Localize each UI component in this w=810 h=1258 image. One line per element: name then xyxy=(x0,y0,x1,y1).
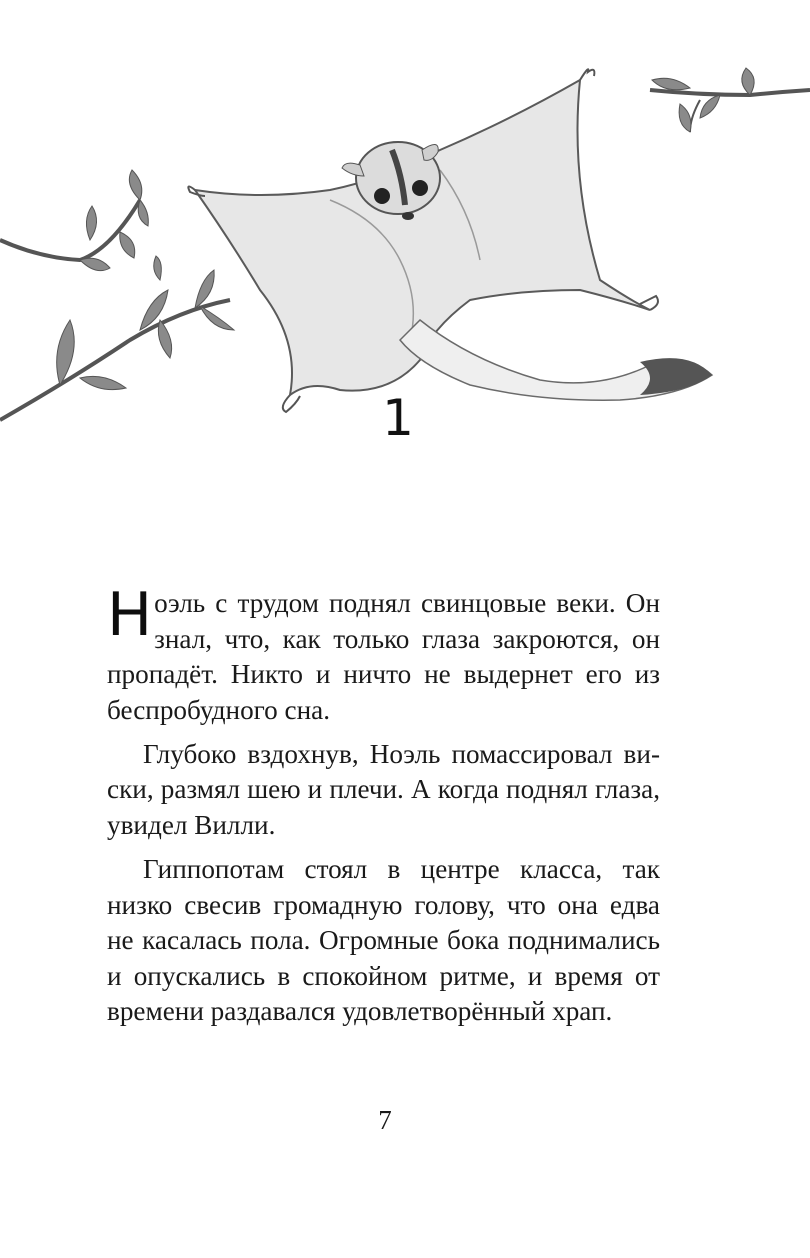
paragraph-3: Гиппопотам стоял в центре класса, так низко свесив громадную голову, что она едва не касалась пола. Огромные бока поднимались и опускались в спокойном ритме, и время от времени раздавался удовлетворённый храп. xyxy=(107,853,660,1027)
chapter-number: 1 xyxy=(382,389,414,447)
branch-upper-left xyxy=(0,170,148,271)
paragraph-1 xyxy=(107,580,660,728)
flying-squirrel xyxy=(188,69,712,412)
page-number: 7 xyxy=(378,1105,392,1135)
drop-cap: Н xyxy=(107,580,153,650)
branch-lower-left xyxy=(0,256,234,420)
chapter-body xyxy=(107,580,660,1038)
paragraph-1-text: оэль с трудом поднял свинцовые веки. Он знал, что, как только глаза закроются, он пропадёт. Никто и ничто не выдернет его из беспробудного сна. xyxy=(107,588,660,725)
paragraph-2: Глубоко вздохнув, Ноэль помассировал виски, размял шею и плечи. А когда поднял глаза, увидел Вилли. xyxy=(107,738,660,840)
branch-top-right xyxy=(650,68,810,132)
